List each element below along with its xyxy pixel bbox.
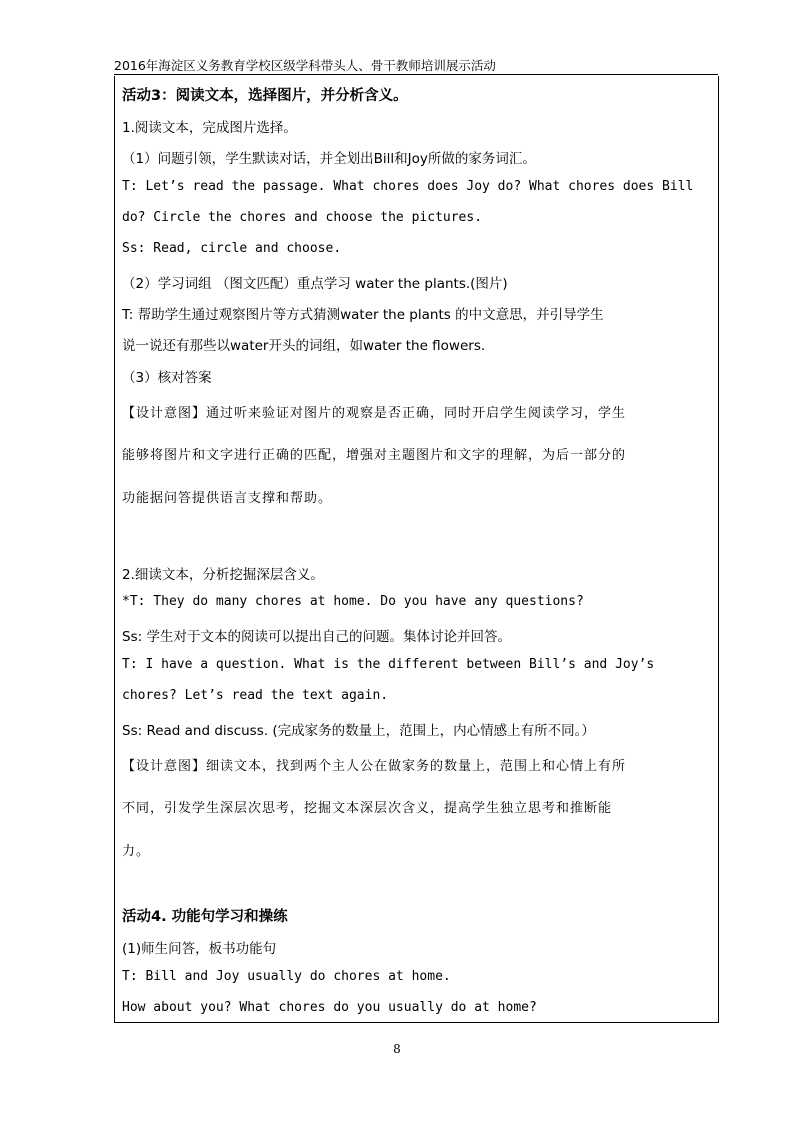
page-number: 8: [393, 1042, 401, 1056]
step1-text: （1）问题引领，学生默读对话，并全划出Bill和Joy所做的家务词汇。: [122, 151, 536, 167]
teacher-line-2b: 说一说还有那些以water开头的词组，如water the flowers.: [122, 338, 486, 354]
section2-title: 2.细读文本，分析挖掘深层含义。: [122, 567, 324, 583]
teacher-line-2a: T: 帮助学生通过观察图片等方式猜测water the plants 的中文意思，并引导学生: [122, 307, 604, 323]
design-intent-2-line2: 不同，引发学生深层次思考，挖掘文本深层次含义，提高学生独立思考和推断能: [122, 801, 613, 816]
students-line-2: Ss: 学生对于文本的阅读可以提出自己的问题。集体讨论并回答。: [122, 629, 511, 645]
document-header: 2016年海淀区义务教育学校区级学科带头人、骨干教师培训展示活动: [114, 58, 496, 73]
teacher-line-1a: T: Let’s read the passage. What chores does Joy do? What chores does Bill: [122, 179, 694, 194]
design-intent-1-line1: 【设计意图】通过听来验证对图片的观察是否正确，同时开启学生阅读学习，学生: [122, 406, 627, 421]
design-intent-1-line2: 能够将图片和文字进行正确的匹配，增强对主题图片和文字的理解，为后一部分的: [122, 448, 627, 463]
step2-text: （2）学习词组 （图文匹配）重点学习 water the plants.(图片): [122, 276, 508, 292]
teacher-line-4b: chores? Let’s read the text again.: [122, 688, 389, 703]
students-line-1: Ss: Read, circle and choose.: [122, 241, 342, 256]
teacher-line-5: T: Bill and Joy usually do chores at home.: [122, 969, 451, 984]
design-intent-2-line3: 力。: [122, 844, 151, 859]
design-intent-2-line1: 【设计意图】细读文本，找到两个主人公在做家务的数量上，范围上和心情上有所: [122, 759, 627, 774]
step4-text: (1)师生问答，板书功能句: [122, 941, 277, 957]
teacher-line-4a: T: I have a question. What is the different between Bill’s and Joy’s: [122, 657, 655, 672]
activity3-title: 活动3：阅读文本，选择图片，并分析含义。: [122, 88, 408, 104]
step3-text: （3）核对答案: [122, 370, 212, 386]
students-line-3: Ss: Read and discuss. (完成家务的数量上，范围上，内心情感上有所不同。）: [122, 723, 595, 739]
design-intent-1-line3: 功能据问答提供语言支撑和帮助。: [122, 491, 333, 506]
teacher-line-3: *T: They do many chores at home. Do you have any questions?: [122, 594, 584, 609]
question-line: How about you? What chores do you usually do at home?: [122, 1000, 537, 1015]
teacher-line-1b: do? Circle the chores and choose the pictures.: [122, 210, 483, 225]
activity4-title: 活动4. 功能句学习和操练: [122, 909, 288, 925]
header-rule: [114, 74, 718, 75]
section1-title: 1.阅读文本，完成图片选择。: [122, 120, 297, 136]
